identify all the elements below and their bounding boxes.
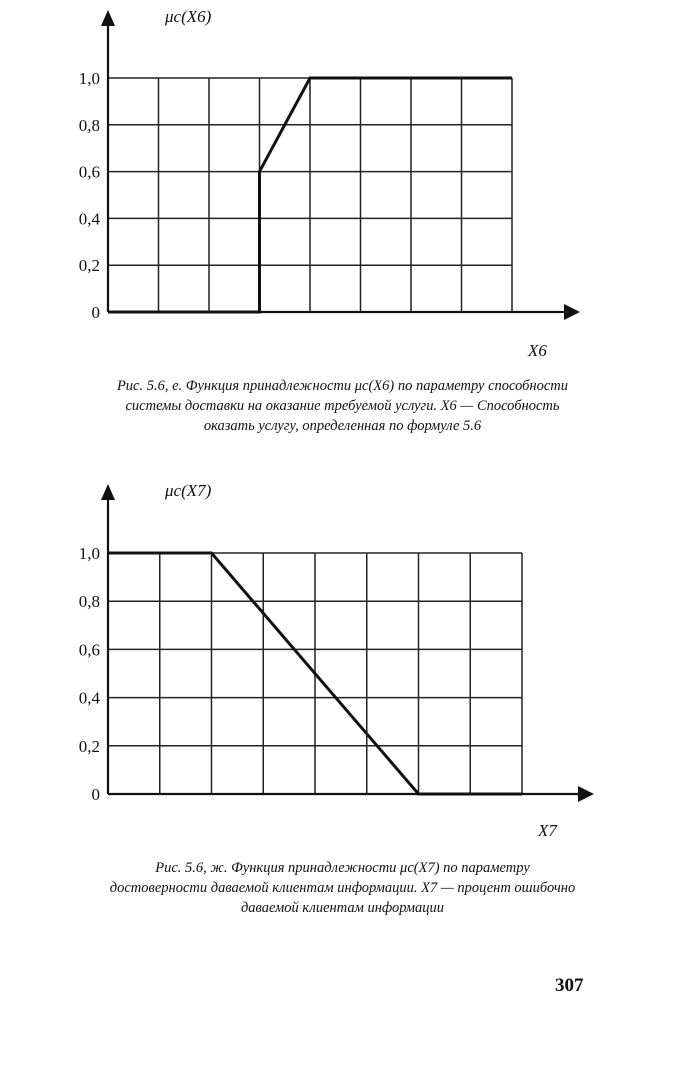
x-axis-label: X6 (528, 341, 547, 360)
chart-x7 (0, 470, 685, 850)
y-axis-label: μc(X7) (165, 481, 212, 500)
y-tick-label: 0 (91, 303, 100, 322)
y-axis-arrow (101, 10, 115, 26)
caption-line: системы доставки на оказание требуемой услуги. X6 — Способность (125, 398, 560, 414)
y-tick-label: 1,0 (78, 69, 100, 88)
y-tick-label: 0,2 (78, 736, 100, 756)
caption-line: достоверности даваемой клиентам информации. X7 — процент ошибочно (109, 880, 576, 896)
caption-line: Рис. 5.6, ж. Функция принадлежности μc(X7) по параметру (155, 860, 530, 876)
x-axis-label: X7 (538, 821, 557, 840)
caption-line: Рис. 5.6, е. Функция принадлежности μc(X6) по параметру способности (116, 378, 569, 394)
caption-line: оказать услугу, определенная по формуле 5.6 (203, 418, 482, 434)
y-tick-label: 0,8 (78, 115, 100, 135)
y-tick-label: 1,0 (78, 544, 100, 563)
caption-line: даваемой клиентам информации (240, 900, 445, 916)
chart-x6 (0, 0, 685, 370)
y-tick-label: 0,8 (78, 592, 100, 612)
y-tick-label: 0 (91, 785, 100, 804)
y-axis-label: μc(X6) (165, 7, 212, 26)
y-tick-label: 0,4 (78, 688, 100, 708)
y-tick-label: 0,2 (78, 256, 100, 276)
figure-caption-x7 (0, 858, 685, 918)
y-tick-label: 0,6 (78, 162, 100, 182)
y-tick-label: 0,6 (78, 640, 100, 660)
y-axis-arrow (101, 484, 115, 500)
y-tick-label: 0,4 (78, 209, 100, 229)
x-axis-arrow (578, 786, 594, 802)
x-axis-arrow (564, 304, 580, 320)
figure-caption-x6 (0, 376, 685, 436)
page-number: 307 (555, 975, 584, 996)
